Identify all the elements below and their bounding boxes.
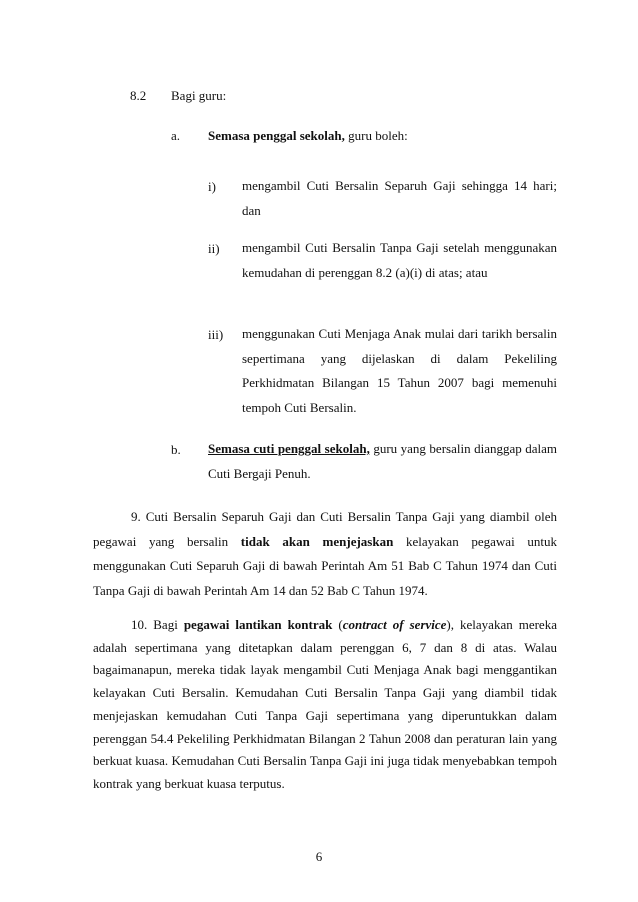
section-10-paragraph (93, 614, 557, 796)
item-ii-text: mengambil Cuti Bersalin Tanpa Gaji setelah menggunakan kemudahan di perenggan 8.2 (a)(i) di atas; atau (242, 240, 557, 280)
section-10-bold: pegawai lantikan kontrak (183, 617, 333, 632)
section-8-2-number: 8.2 (130, 88, 147, 103)
item-ii-label: ii) (208, 241, 220, 256)
item-a-lead-rest: guru boleh: (344, 128, 408, 143)
item-a-lead (208, 127, 408, 144)
section-8-2-heading: Bagi guru: (171, 88, 227, 103)
item-i-label: i) (208, 179, 216, 194)
section-10-bold-italic: contract of service (342, 617, 447, 632)
item-iii-label: iii) (208, 327, 224, 342)
section-9-text-before: Cuti Bersalin Separuh Gaji dan Cuti Bersalin Tanpa Gaji yang diambil oleh pegawai yang bersalin (93, 509, 557, 549)
section-10-number: 10. (131, 617, 148, 632)
item-i-text: mengambil Cuti Bersalin Separuh Gaji sehingga 14 hari; dan (242, 178, 557, 218)
section-9-number: 9. (131, 509, 141, 524)
item-b-lead-rest: guru yang bersalin dianggap dalam Cuti Bergaji Penuh. (208, 441, 557, 481)
section-10-close-paren: ), (446, 617, 455, 632)
section-10-prefix: Bagi (153, 617, 184, 632)
section-9-bold: tidak akan menjejaskan (240, 533, 394, 549)
item-b-label: b. (171, 442, 181, 457)
item-a-lead-bold: Semasa penggal sekolah, (208, 128, 345, 143)
section-9-text-after: kelayakan pegawai untuk menggunakan Cuti Separuh Gaji di bawah Perintah Am 51 Bab C Tahun 1974 dan Cuti Tanpa Gaji di bawah Perintah Am 14 dan 52 Bab C Tahun 1974. (93, 533, 557, 598)
page-number: 6 (315, 849, 323, 864)
section-9-paragraph (93, 505, 557, 603)
section-10-open-paren: ( (332, 617, 343, 632)
item-iii-text: menggunakan Cuti Menjaga Anak mulai dari tarikh bersalin sepertimana yang dijelaskan di dalam Pekeliling Perkhidmatan Bilangan 15 Tahun 2007 bagi memenuhi tempoh Cuti Bersalin. (242, 326, 557, 415)
item-b-lead-bold: Semasa cuti penggal sekolah, (208, 441, 370, 456)
item-b-text (208, 437, 557, 486)
section-10-text-after: kelayakan mereka adalah sepertimana yang ditetapkan dalam perenggan 6, 7 dan 8 di atas. Walau bagaimanapun, mereka tidak layak mengambil Cuti Menjaga Anak bagi menggantikan kelayakan Cuti Bersalin. Kemudahan Cuti Bersalin Tanpa Gaji yang diambil tidak menjejaskan kemudahan Cuti Tanpa Gaji sepertimana yang diperuntukkan dalam perenggan 54.4 Pekeliling Perkhidmatan Bilangan 2 Tahun 2008 dan peraturan lain yang berkuat kuasa. Kemudahan Cuti Bersalin Tanpa Gaji ini juga tidak menyebabkan tempoh kontrak yang berkuat kuasa terputus. (93, 617, 557, 791)
item-a-label: a. (171, 128, 181, 143)
